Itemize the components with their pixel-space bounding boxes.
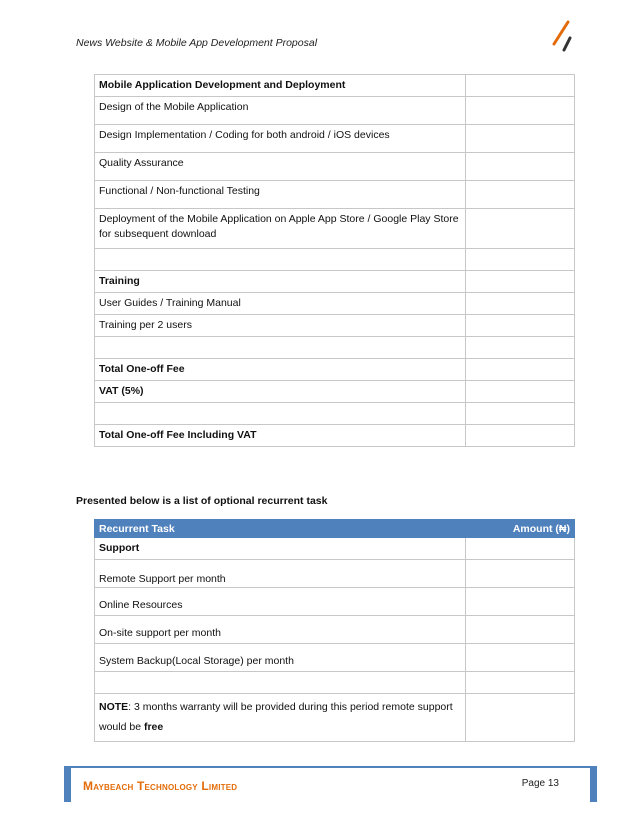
table-row xyxy=(95,381,575,403)
amount-cell xyxy=(466,97,575,125)
task-cell xyxy=(95,249,466,271)
table-row xyxy=(95,538,575,560)
table-row xyxy=(95,560,575,588)
amount-cell xyxy=(466,381,575,403)
table-row xyxy=(95,672,575,694)
document-header-title: News Website & Mobile App Development Proposal xyxy=(76,37,318,49)
task-cell: Mobile Application Development and Deployment xyxy=(95,75,466,97)
amount-cell xyxy=(466,672,575,694)
table-row xyxy=(95,425,575,447)
table-row xyxy=(95,293,575,315)
amount-cell xyxy=(466,403,575,425)
column-header-amount: Amount (₦) xyxy=(466,520,575,538)
page-number: Page 13 xyxy=(521,778,559,789)
task-cell: Training per 2 users xyxy=(95,315,466,337)
task-cell: Design of the Mobile Application xyxy=(95,97,466,125)
table-row xyxy=(95,337,575,359)
amount-cell xyxy=(466,75,575,97)
table-row xyxy=(95,616,575,644)
task-cell: System Backup(Local Storage) per month xyxy=(95,644,466,672)
amount-cell xyxy=(466,271,575,293)
task-cell: Deployment of the Mobile Application on Apple App Store / Google Play Store for subsequent download xyxy=(95,209,466,249)
table-row xyxy=(95,644,575,672)
footer-divider xyxy=(71,766,590,768)
note-label: NOTE xyxy=(99,701,129,713)
optional-tasks-heading: Presented below is a list of optional recurrent task xyxy=(76,495,328,507)
task-cell xyxy=(95,403,466,425)
table-row xyxy=(95,97,575,125)
table-row xyxy=(95,125,575,153)
task-cell xyxy=(95,672,466,694)
table-row xyxy=(95,315,575,337)
table-row xyxy=(95,694,575,742)
task-cell: Total One-off Fee xyxy=(95,359,466,381)
task-cell: Quality Assurance xyxy=(95,153,466,181)
table-row xyxy=(95,75,575,97)
amount-cell xyxy=(466,315,575,337)
task-cell: Total One-off Fee Including VAT xyxy=(95,425,466,447)
task-cell: User Guides / Training Manual xyxy=(95,293,466,315)
table-row xyxy=(95,181,575,209)
task-cell xyxy=(95,337,466,359)
amount-cell xyxy=(466,538,575,560)
table-row xyxy=(95,359,575,381)
amount-cell xyxy=(466,425,575,447)
amount-cell xyxy=(466,694,575,742)
amount-cell xyxy=(466,560,575,588)
table-header-row xyxy=(95,520,575,538)
recurrent-task-table xyxy=(94,519,575,742)
note-text: : 3 months warranty will be provided during this period remote support would be xyxy=(99,701,453,733)
footer-left-border xyxy=(64,766,71,802)
task-cell: Online Resources xyxy=(95,588,466,616)
footer-right-border xyxy=(590,766,597,802)
task-cell: Design Implementation / Coding for both android / iOS devices xyxy=(95,125,466,153)
task-cell: VAT (5%) xyxy=(95,381,466,403)
amount-cell xyxy=(466,153,575,181)
amount-cell xyxy=(466,125,575,153)
amount-cell xyxy=(466,588,575,616)
page-footer xyxy=(64,766,597,802)
table-row xyxy=(95,153,575,181)
one-off-cost-table xyxy=(94,74,575,447)
amount-cell xyxy=(466,181,575,209)
amount-cell xyxy=(466,209,575,249)
company-name: Maybeach Technology Limited xyxy=(83,779,238,793)
amount-cell xyxy=(466,293,575,315)
note-free: free xyxy=(143,721,164,733)
task-cell: On-site support per month xyxy=(95,616,466,644)
table-row xyxy=(95,271,575,293)
table-row xyxy=(95,403,575,425)
task-cell: Support xyxy=(95,538,466,560)
table-row xyxy=(95,209,575,249)
amount-cell xyxy=(466,616,575,644)
amount-cell xyxy=(466,644,575,672)
company-logo-icon xyxy=(548,20,574,54)
table-row xyxy=(95,249,575,271)
amount-cell xyxy=(466,359,575,381)
note-cell xyxy=(95,694,466,742)
task-cell: Functional / Non-functional Testing xyxy=(95,181,466,209)
task-cell: Remote Support per month xyxy=(95,560,466,588)
amount-cell xyxy=(466,337,575,359)
amount-cell xyxy=(466,249,575,271)
column-header-task: Recurrent Task xyxy=(95,520,466,538)
table-row xyxy=(95,588,575,616)
task-cell: Training xyxy=(95,271,466,293)
